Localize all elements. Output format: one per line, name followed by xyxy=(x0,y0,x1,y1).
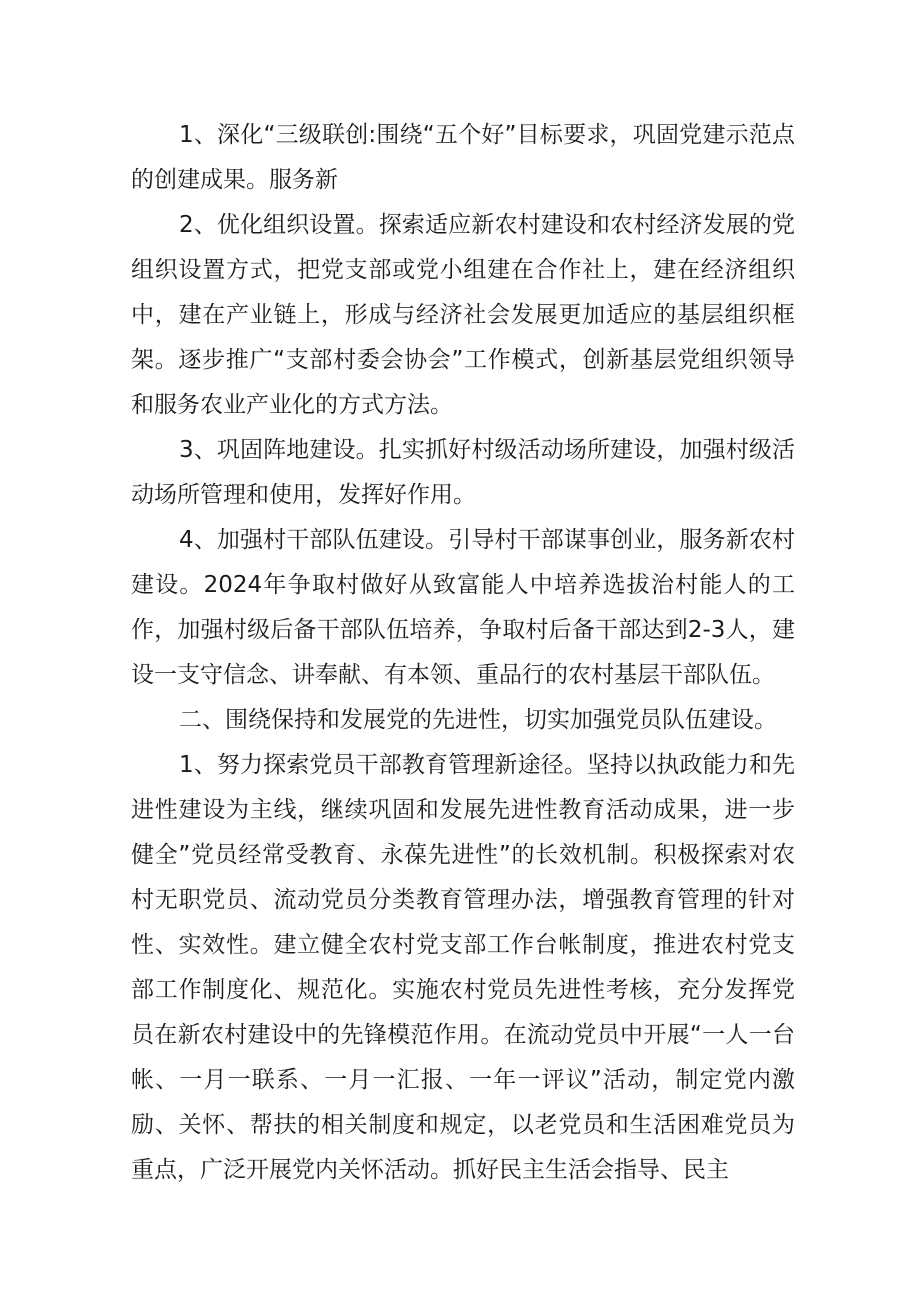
paragraph-1: 1、深化“三级联创:围绕“五个好”目标要求，巩固党建示范点的创建成果。服务新 xyxy=(131,122,795,193)
paragraph-2: 2、优化组织设置。探索适应新农村建设和农村经济发展的党组织设置方式，把党支部或党小组建在合作社上，建在经济组织中，建在产业链上，形成与经济社会发展更加适应的基层组织框架。逐步推广“支部村委会协会”工作模式，创新基层党组织领导和服务农业产业化的方式方法。 xyxy=(131,212,795,418)
paragraph-4: 4、加强村干部队伍建设。引导村干部谋事创业，服务新农村建设。2024年争取村做好从致富能人中培养选拔治村能人的工作，加强村级后备干部队伍培养，争取村后备干部达到2-3人，建设一支守信念、讲奉献、有本领、重品行的农村基层干部队伍。 xyxy=(131,527,795,688)
paragraph-6: 1、努力探索党员干部教育管理新途径。坚持以执政能力和先进性建设为主线，继续巩固和发展先进性教育活动成果，进一步健全”党员经常受教育、永葆先进性”的长效机制。积极探索对农村无职党员、流动党员分类教育管理办法，增强教育管理的针对性、实效性。建立健全农村党支部工作台帐制度，推进农村党支部工作制度化、规范化。实施农村党员先进性考核，充分发挥党员在新农村建设中的先锋模范作用。在流动党员中开展“一人一台帐、一月一联系、一月一汇报、一年一评议”活动，制定党内激励、关怀、帮扶的相关制度和规定，以老党员和生活困难党员为重点，广泛开展党内关怀活动。抓好民主生活会指导、民主 xyxy=(131,752,795,1183)
section-heading-2: 二、围绕保持和发展党的先进性，切实加强党员队伍建设。 xyxy=(179,707,777,733)
document-body xyxy=(131,113,795,1193)
paragraph-3: 3、巩固阵地建设。扎实抓好村级活动场所建设，加强村级活动场所管理和使用，发挥好作用。 xyxy=(131,437,795,508)
